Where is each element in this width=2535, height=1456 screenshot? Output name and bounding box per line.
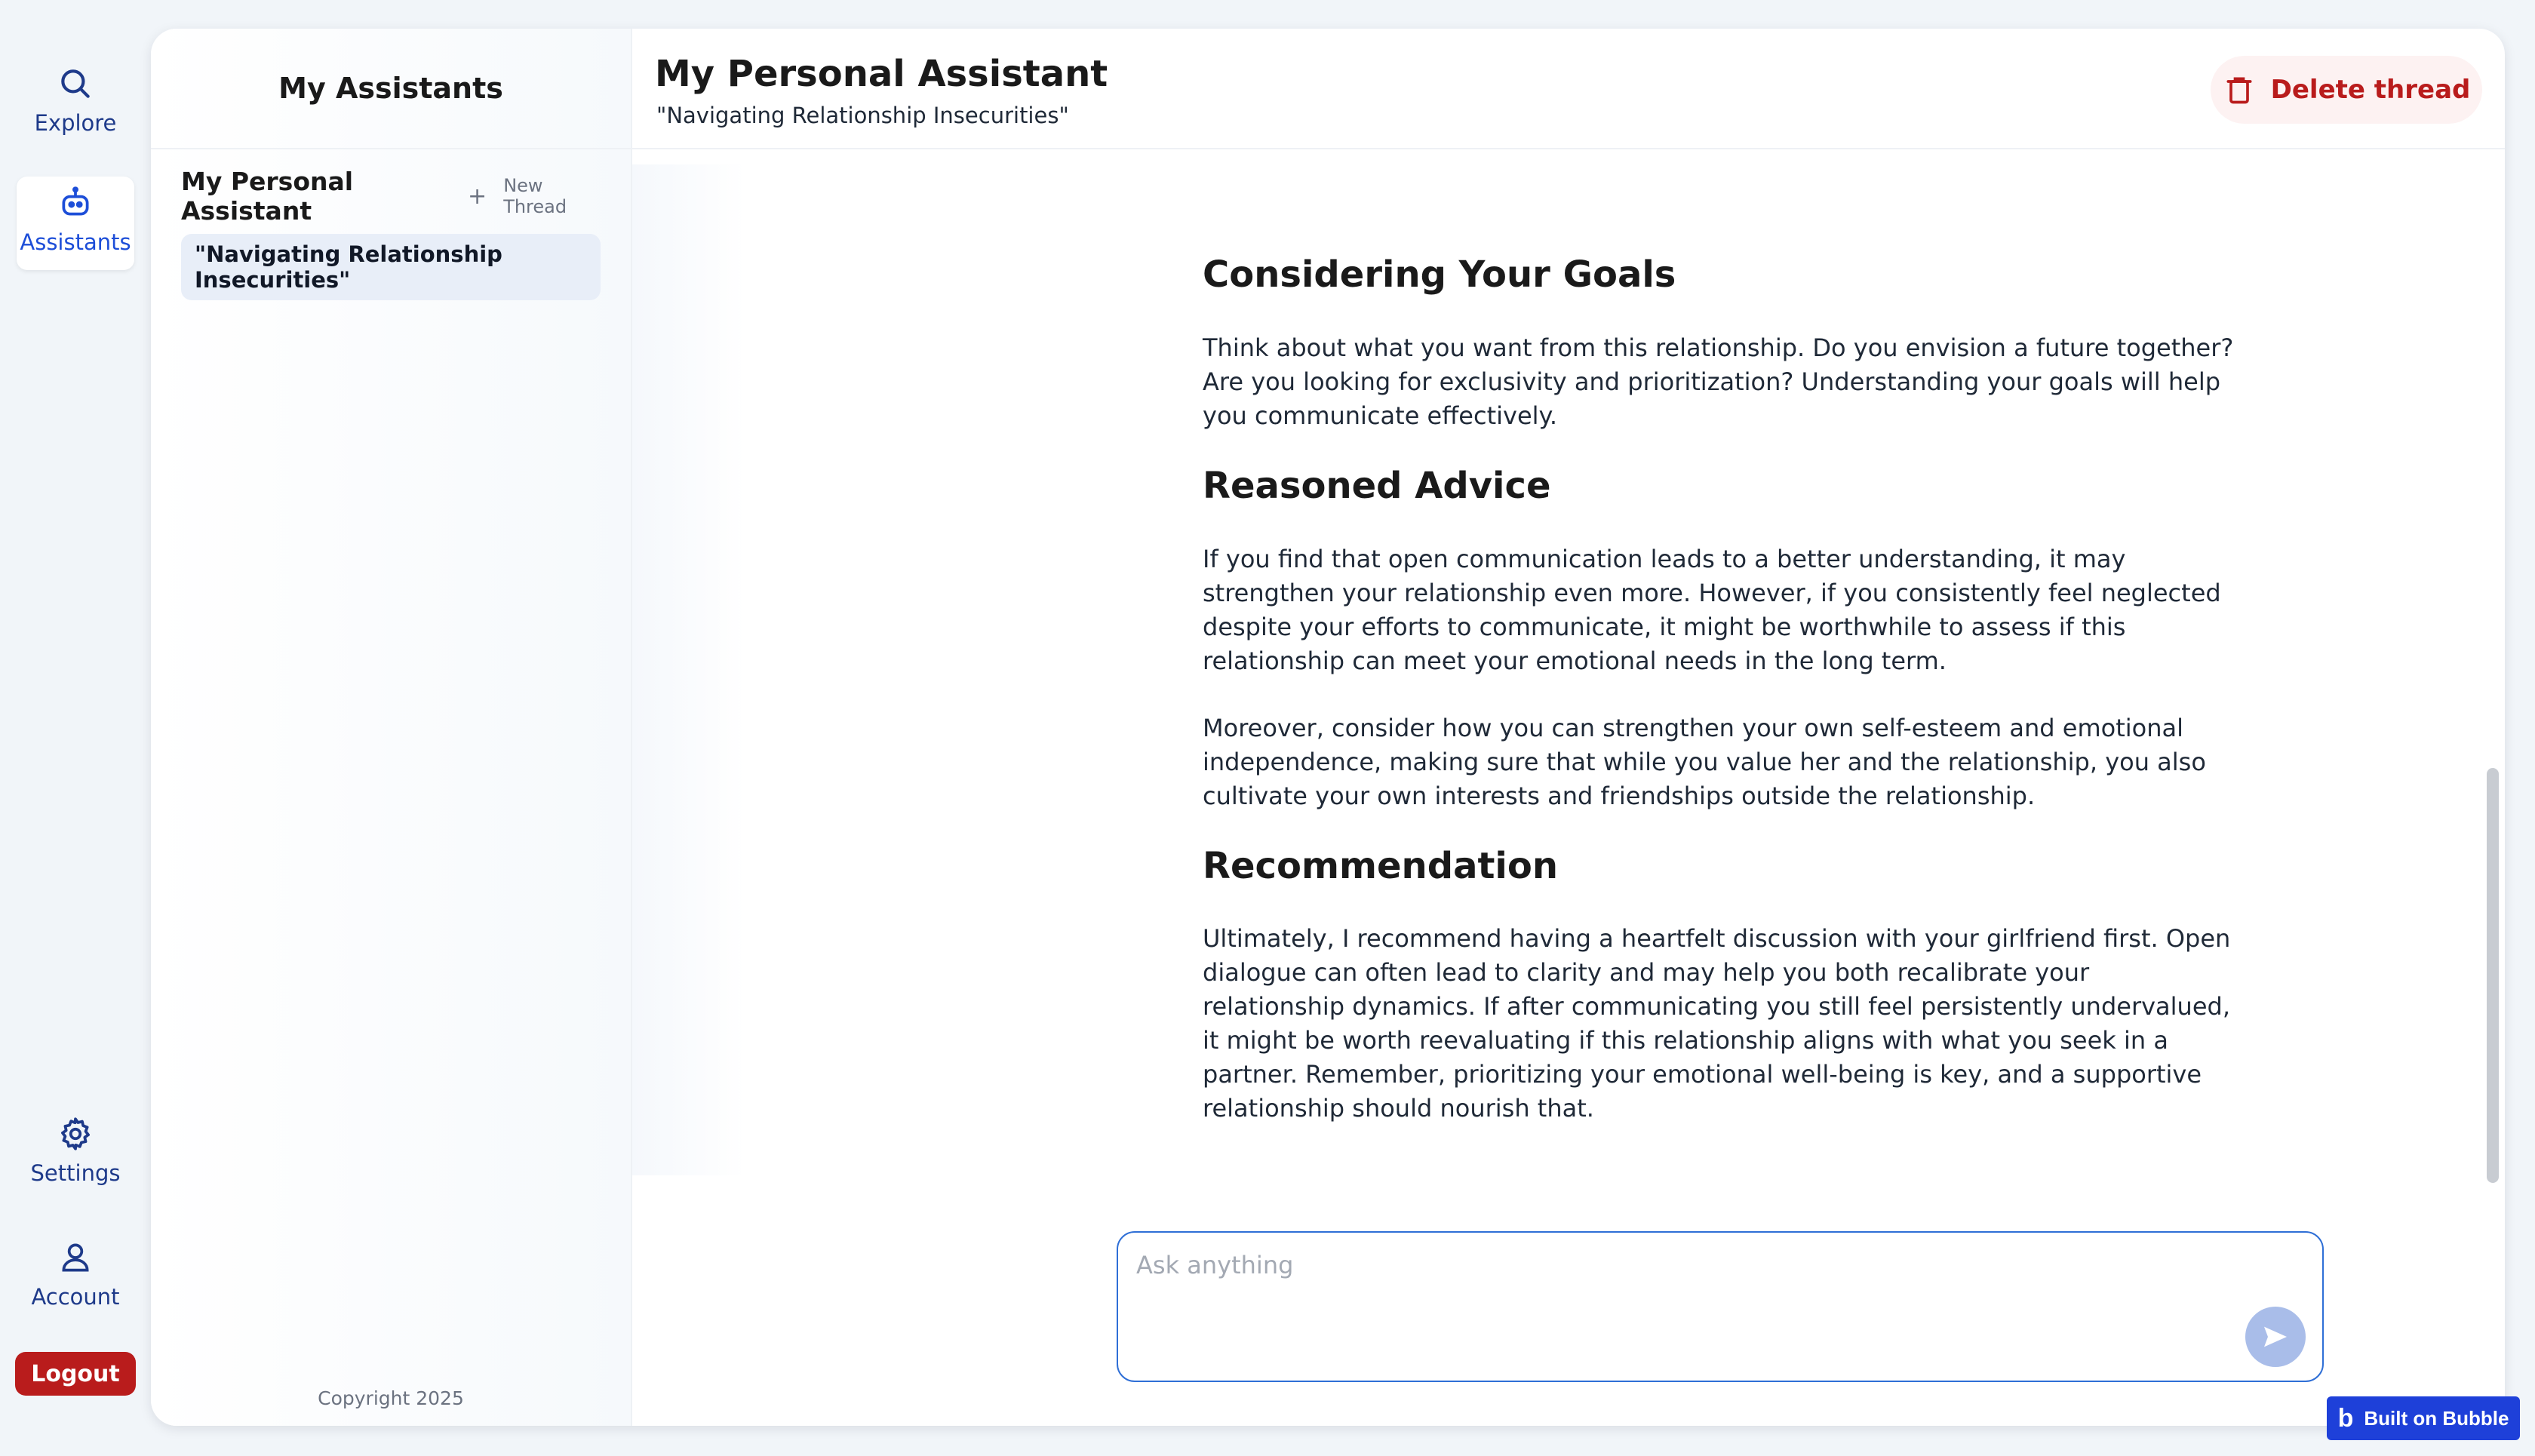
chat-area bbox=[632, 29, 2505, 1426]
main-card bbox=[151, 29, 2505, 1426]
assistants-panel-title: My Assistants bbox=[151, 29, 631, 149]
delete-thread-label: Delete thread bbox=[2270, 75, 2471, 105]
section-heading: Reasoned Advice bbox=[1203, 464, 1551, 507]
copyright: Copyright 2025 bbox=[318, 1387, 464, 1409]
assistant-header bbox=[181, 167, 601, 226]
nav-assistants[interactable] bbox=[17, 177, 134, 270]
assistants-panel bbox=[151, 29, 632, 1426]
section-paragraph: Think about what you want from this relationship. Do you envision a future together? Are you looking for exclusivity and prioritization? Understanding your goals will help you communicate effectively. bbox=[1203, 333, 2234, 430]
message-composer bbox=[1117, 1231, 2324, 1382]
trash-icon bbox=[2223, 73, 2256, 106]
section-heading: Considering Your Goals bbox=[1203, 253, 1676, 296]
section-paragraph: If you find that open communication leads to a better understanding, it may strengthen your relationship even more. However, if you consistently feel neglected despite your efforts to communicate, it might be worthwhile to assess if this relationship can meet your emotional needs in the long term. bbox=[1203, 544, 2221, 675]
thread-item[interactable]: "Navigating Relationship Insecurities" bbox=[181, 234, 601, 300]
message-list[interactable] bbox=[632, 164, 2473, 1175]
scrollbar-thumb[interactable] bbox=[2487, 768, 2499, 1183]
section-heading: Recommendation bbox=[1203, 844, 1558, 887]
send-icon bbox=[2260, 1322, 2291, 1352]
plus-icon: + bbox=[468, 183, 487, 210]
nav-assistants-label: Assistants bbox=[20, 229, 131, 255]
logout-button[interactable]: Logout bbox=[15, 1352, 136, 1396]
nav-account[interactable] bbox=[17, 1239, 134, 1322]
message-scrollbar[interactable] bbox=[2485, 180, 2500, 1183]
nav-explore-label: Explore bbox=[34, 110, 117, 136]
chat-subtitle: "Navigating Relationship Insecurities" bbox=[656, 103, 1069, 128]
gear-icon bbox=[57, 1115, 94, 1153]
bubble-logo-icon: b bbox=[2337, 1404, 2354, 1433]
robot-icon bbox=[57, 184, 94, 222]
assistant-message bbox=[1203, 255, 2236, 1159]
built-on-bubble-badge[interactable] bbox=[2327, 1396, 2520, 1440]
left-nav-rail bbox=[0, 0, 151, 1456]
built-on-bubble-label: Built on Bubble bbox=[2364, 1406, 2509, 1430]
section-paragraph: Moreover, consider how you can strengthen your own self-esteem and emotional independence, making sure that while you value her and the relationship, you also cultivate your own interests and friendships outside the relationship. bbox=[1203, 713, 2206, 810]
ask-input[interactable] bbox=[1136, 1251, 2192, 1349]
chat-title: My Personal Assistant bbox=[655, 53, 1108, 95]
nav-account-label: Account bbox=[31, 1284, 120, 1310]
send-button[interactable] bbox=[2245, 1307, 2306, 1367]
nav-settings[interactable] bbox=[17, 1115, 134, 1198]
new-thread-button[interactable] bbox=[468, 175, 601, 217]
nav-explore[interactable] bbox=[17, 65, 134, 148]
assistant-thread-group bbox=[151, 149, 631, 300]
section-paragraph: Ultimately, I recommend having a heartfelt discussion with your girlfriend first. Open dialogue can often lead to clarity and may help you both recalibrate your relationship dynamics. If after communicating you still feel persistently undervalued, it might be worth reevaluating if this relationship aligns with what you seek in a partner. Remember, prioritizing your emotional well-being is key, and a supportive relationship should nourish that. bbox=[1203, 924, 2231, 1123]
new-thread-label: New Thread bbox=[503, 175, 567, 217]
chat-header bbox=[632, 29, 2505, 149]
search-icon bbox=[57, 65, 94, 103]
delete-thread-button[interactable] bbox=[2211, 56, 2482, 124]
assistant-name[interactable]: My Personal Assistant bbox=[181, 167, 354, 226]
user-icon bbox=[57, 1239, 94, 1276]
nav-settings-label: Settings bbox=[30, 1160, 121, 1186]
